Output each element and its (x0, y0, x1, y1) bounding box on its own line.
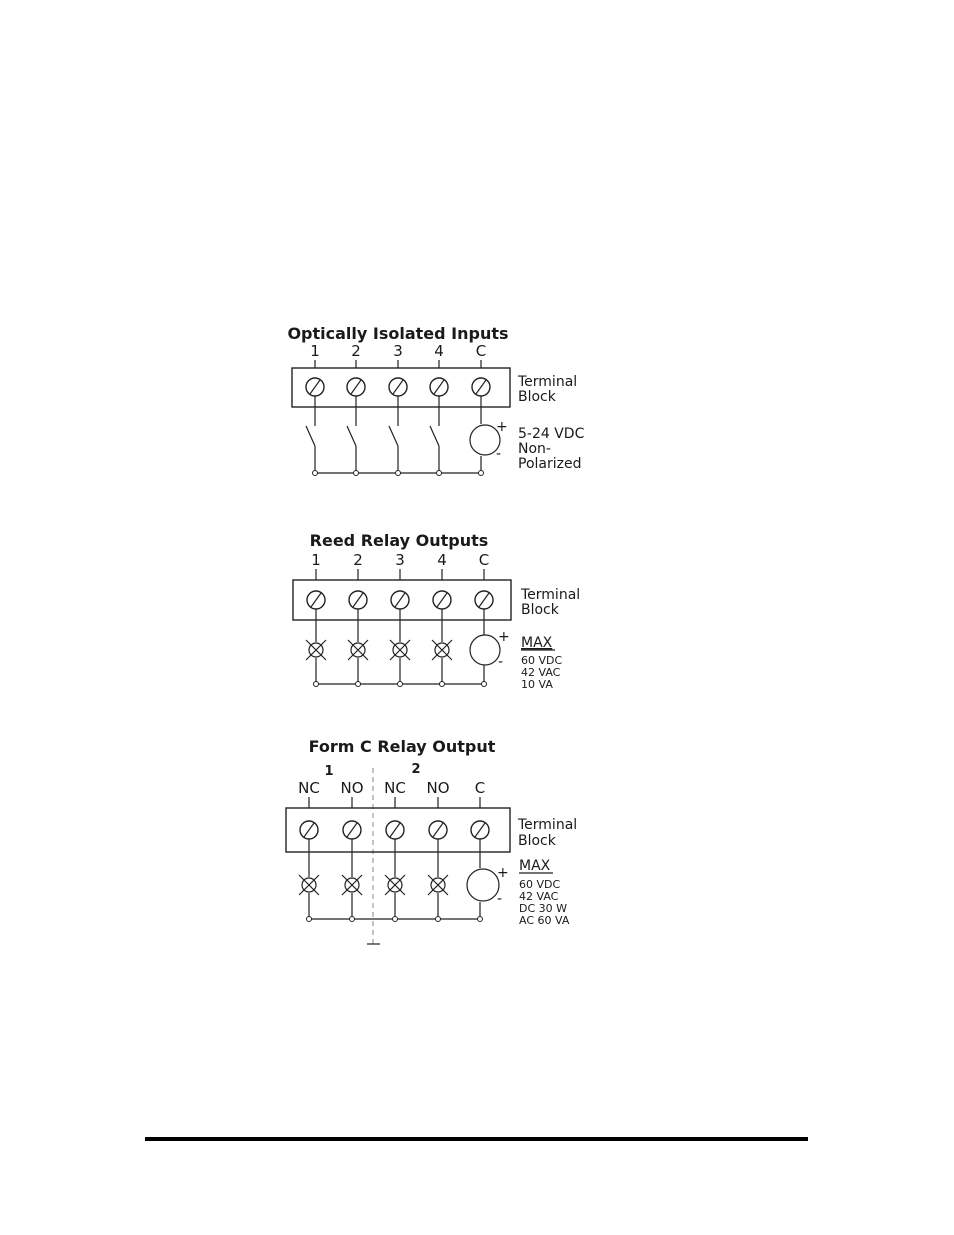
formc-terminal-label: C (474, 779, 486, 797)
formc-max-label: MAX (519, 858, 551, 874)
reed-terminal-label: 1 (311, 551, 321, 569)
reed-rating: 10 VA (521, 678, 553, 691)
inputs-source-label: Non- (518, 441, 551, 457)
lamp-icon (342, 839, 362, 918)
inputs-terminal-label: 3 (393, 342, 403, 360)
reed-plus-sign: + (498, 629, 510, 645)
formc-terminal-label: NO (340, 779, 364, 797)
formc-terminal-label: NC (298, 779, 320, 797)
inputs-diagram (287, 324, 584, 476)
formc-block-label: Block (518, 833, 556, 849)
reed-rating: 60 VDC (521, 654, 563, 667)
inputs-plus-sign: + (496, 419, 508, 435)
reed-max-label: MAX (521, 635, 553, 651)
inputs-screws (306, 378, 490, 396)
formc-minus-sign: - (497, 891, 503, 907)
reed-terminal-label: 4 (437, 551, 447, 569)
formc-group-label: 2 (411, 762, 421, 777)
formc-plus-sign: + (497, 865, 509, 881)
reed-block-label: Block (521, 602, 559, 618)
reed-rating: 42 VAC (521, 666, 561, 679)
lamp-icon (428, 839, 448, 918)
formc-rating: AC 60 VA (519, 914, 570, 927)
inputs-block-label: Block (518, 389, 556, 405)
reed-screws (307, 591, 493, 609)
reed-title: Reed Relay Outputs (309, 531, 489, 550)
formc-block-label: Terminal (518, 817, 578, 833)
inputs-minus-sign: - (496, 446, 502, 462)
formc-group-label: 1 (324, 764, 334, 779)
formc-rating: 42 VAC (519, 890, 559, 903)
reed-terminal-label: 3 (395, 551, 405, 569)
formc-terminal-label: NC (384, 779, 406, 797)
inputs-terminal-label: 1 (310, 342, 320, 360)
inputs-terminal-label: 4 (434, 342, 444, 360)
inputs-terminal-label: 2 (351, 342, 361, 360)
reed-terminal-label: 2 (353, 551, 363, 569)
inputs-source-label: Polarized (518, 456, 582, 472)
inputs-block-label: Terminal (518, 374, 578, 390)
reed-minus-sign: - (498, 654, 504, 670)
inputs-title: Optically Isolated Inputs (287, 324, 509, 343)
lamp-icon (299, 839, 319, 918)
power-source-icon (470, 635, 500, 665)
footer-rule (145, 1137, 808, 1141)
inputs-terminal-label: C (475, 342, 487, 360)
reed-terminal-label: C (478, 551, 490, 569)
formc-rating: DC 30 W (519, 902, 568, 915)
reed-diagram (293, 531, 580, 691)
formc-diagram (286, 737, 577, 944)
formc-rating: 60 VDC (519, 878, 561, 891)
formc-screws (300, 821, 489, 839)
reed-block-label: Terminal (521, 587, 581, 603)
lamp-icon (385, 839, 405, 918)
inputs-source-label: 5-24 VDC (518, 426, 585, 442)
formc-title: Form C Relay Output (308, 737, 496, 756)
power-source-icon (467, 869, 499, 901)
formc-terminal-label: NO (426, 779, 450, 797)
